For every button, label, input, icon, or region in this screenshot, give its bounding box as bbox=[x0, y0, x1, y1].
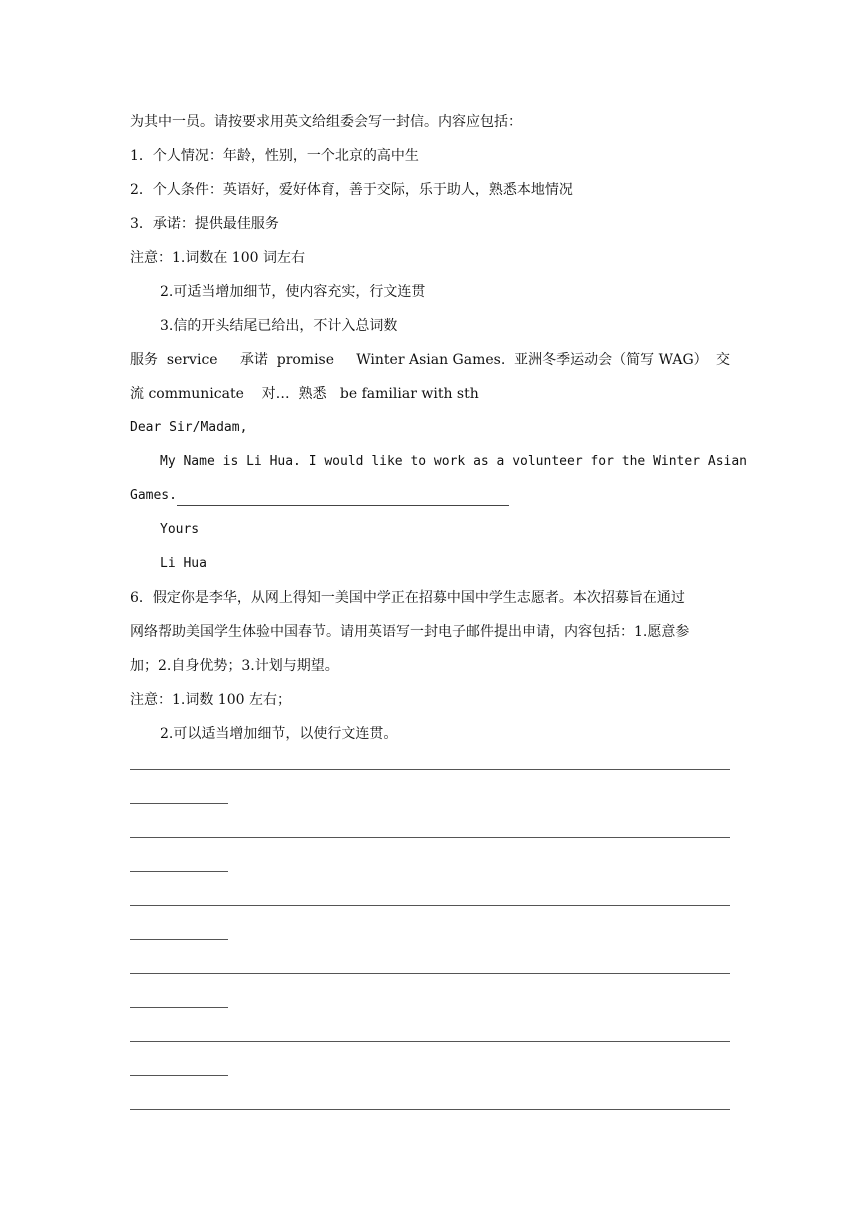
answer-line-short[interactable] bbox=[130, 802, 228, 804]
letter-body-line-2 bbox=[130, 486, 730, 506]
answer-line[interactable] bbox=[130, 768, 730, 770]
letter-signature: Li Hua bbox=[160, 556, 207, 571]
vocab-line-1-text: 服务 service 承诺 promise Winter Asian Games. 亚洲冬季运动会（简写 WAG） bbox=[130, 352, 708, 368]
answer-line-short[interactable] bbox=[130, 870, 228, 872]
task5-intro: 为其中一员。请按要求用英文给组委会写一封信。内容应包括： bbox=[130, 114, 522, 130]
task5-point-1: 1．个人情况：年龄，性别，一个北京的高中生 bbox=[130, 148, 419, 164]
task6-line-2: 网络帮助美国学生体验中国春节。请用英语写一封电子邮件提出申请，内容包括：1.愿意参 bbox=[130, 624, 690, 640]
answer-line-short[interactable] bbox=[130, 1074, 228, 1076]
note-1-text: 1.词数在 100 词左右 bbox=[172, 250, 305, 266]
answer-line[interactable] bbox=[130, 836, 730, 838]
answer-line-short[interactable] bbox=[130, 1006, 228, 1008]
letter-body-line-1: My Name is Li Hua. I would like to work as a volunteer for the Winter Asian bbox=[160, 454, 747, 469]
answer-line-short[interactable] bbox=[130, 938, 228, 940]
letter-body-prefix: Games. bbox=[130, 488, 177, 503]
task5-note-2: 2.可适当增加细节，使内容充实，行文连贯 bbox=[160, 284, 426, 300]
task6-line-3: 加；2.自身优势；3.计划与期望。 bbox=[130, 658, 339, 674]
task6-line-1: 6．假定你是李华，从网上得知一美国中学正在招募中国中学生志愿者。本次招募旨在通过 bbox=[130, 590, 685, 606]
letter-closing: Yours bbox=[160, 522, 200, 537]
task6-note-2: 2.可以适当增加细节，以使行文连贯。 bbox=[160, 726, 398, 742]
answer-line[interactable] bbox=[130, 904, 730, 906]
task5-note-1 bbox=[130, 248, 730, 268]
task5-point-2: 2．个人条件：英语好，爱好体育，善于交际，乐于助人，熟悉本地情况 bbox=[130, 182, 573, 198]
answer-blank[interactable] bbox=[177, 491, 509, 506]
vocab-line-2: 流 communicate 对… 熟悉 be familiar with sth bbox=[130, 386, 479, 402]
task6-note-1: 注意：1.词数 100 左右； bbox=[130, 692, 291, 708]
task5-note-3: 3.信的开头结尾已给出，不计入总词数 bbox=[160, 318, 398, 334]
answer-line[interactable] bbox=[130, 1040, 730, 1042]
vocab-line-1 bbox=[130, 350, 730, 370]
letter-salutation: Dear Sir/Madam, bbox=[130, 420, 248, 435]
vocab-line-1-end: 交 bbox=[716, 352, 730, 368]
answer-line[interactable] bbox=[130, 972, 730, 974]
note-label: 注意： bbox=[130, 250, 172, 266]
task5-point-3: 3．承诺：提供最佳服务 bbox=[130, 216, 279, 232]
answer-line[interactable] bbox=[130, 1108, 730, 1110]
